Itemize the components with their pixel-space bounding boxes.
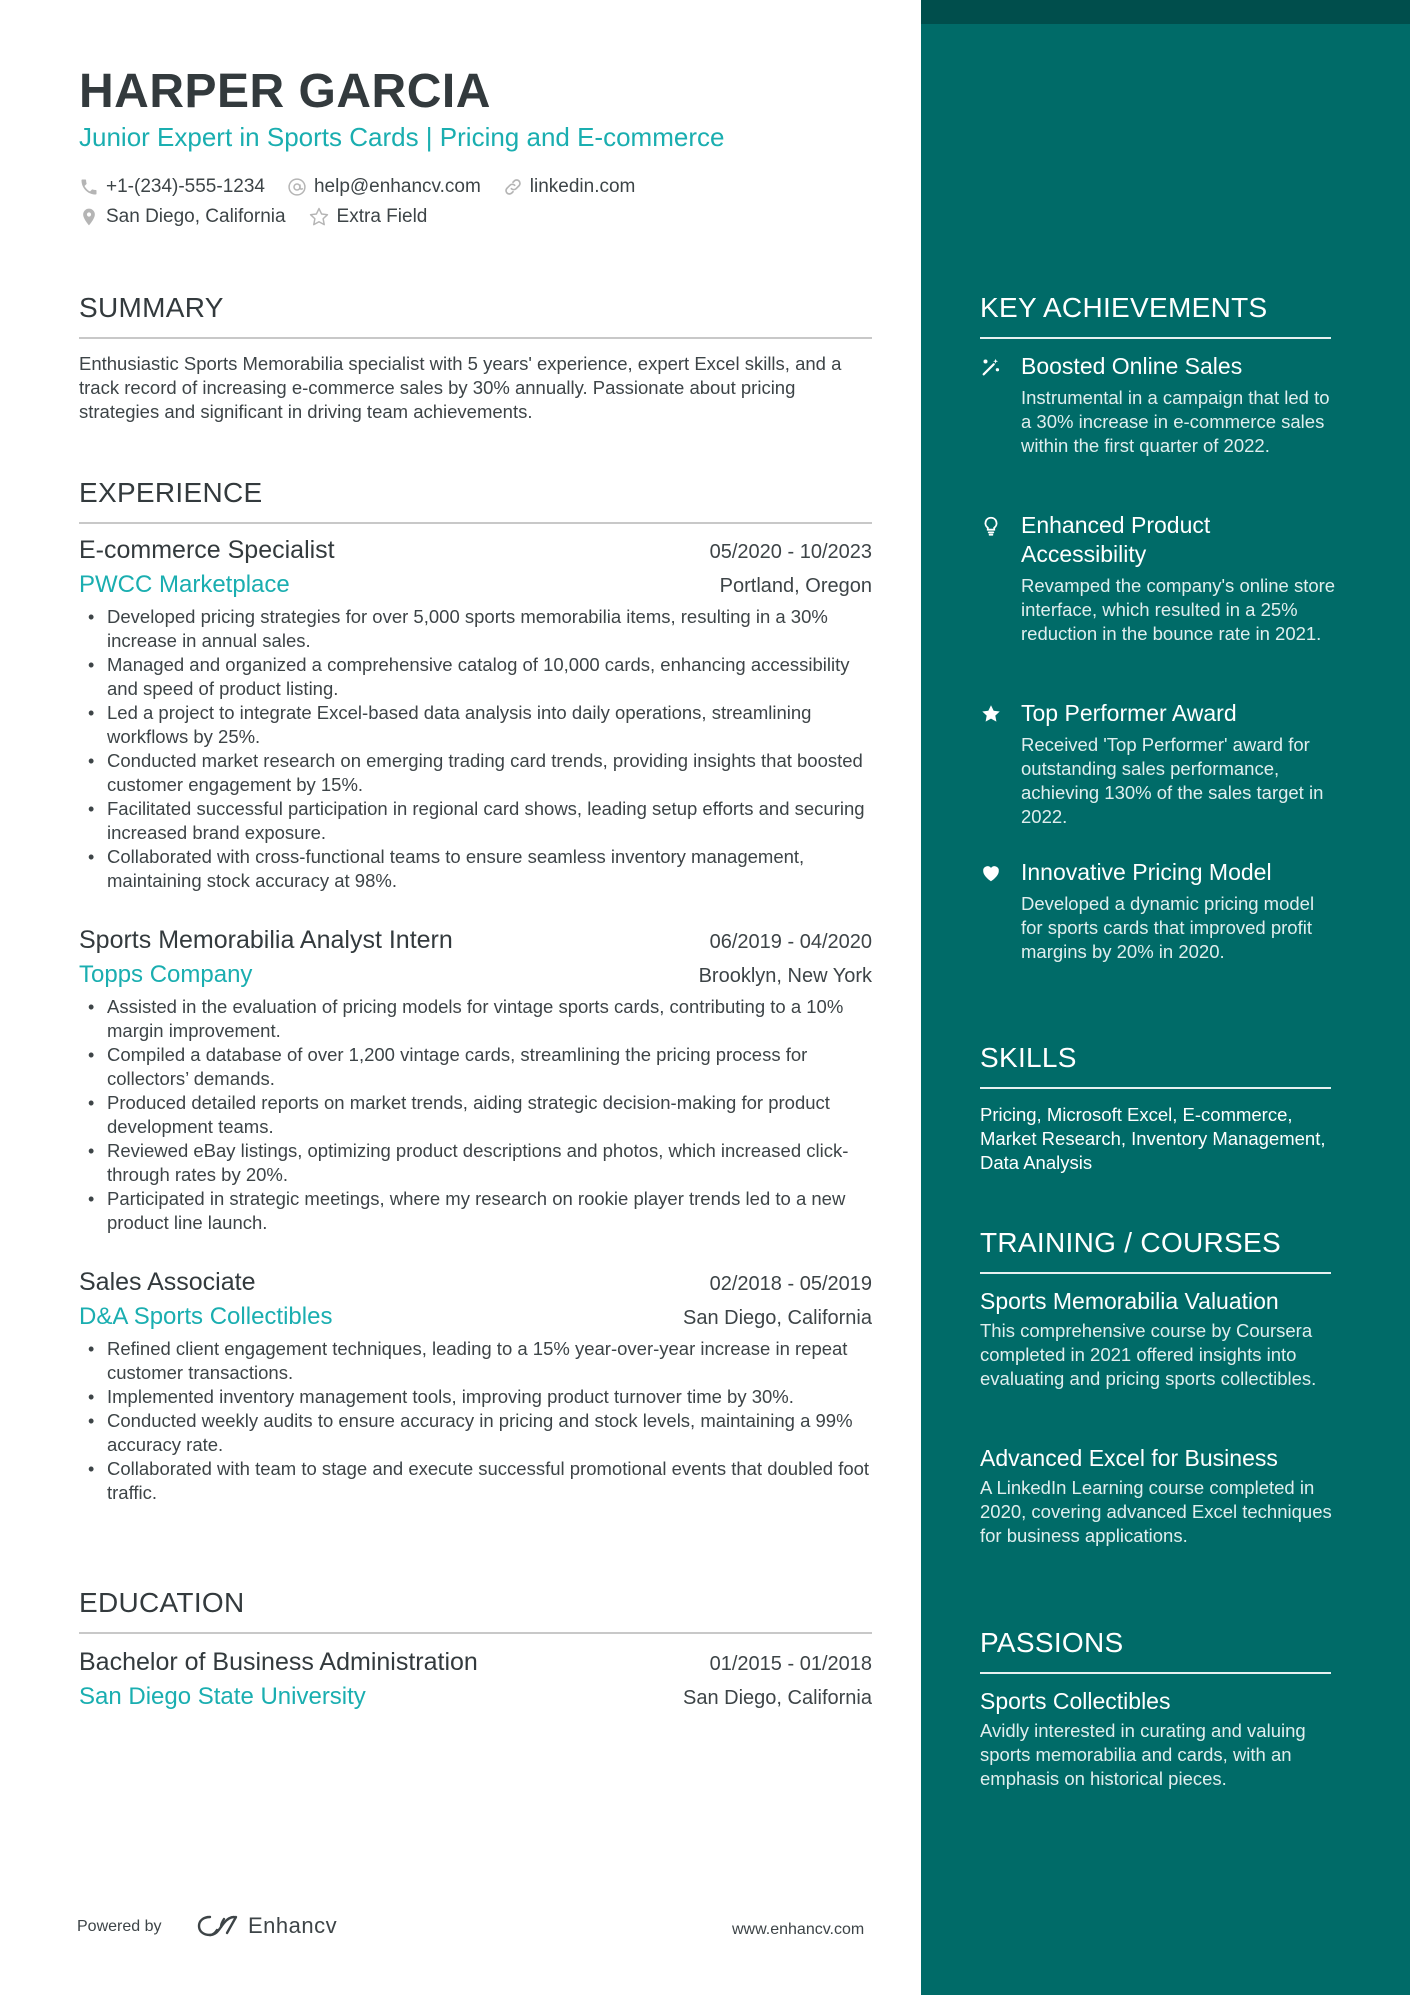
course-title: Advanced Excel for Business [980, 1445, 1278, 1471]
contact-linkedin[interactable] [503, 176, 636, 198]
school-name: San Diego State University [79, 1683, 366, 1710]
achievement-item [980, 858, 1340, 964]
summary-heading: SUMMARY [79, 292, 224, 323]
contact-email[interactable] [287, 176, 481, 198]
bullet-item: • Developed pricing strategies for over 5,000 sports memorabilia items, resulting in a 30% increase in annual sales. [79, 605, 872, 653]
extra-field-text: Extra Field [336, 206, 428, 227]
course-title: Sports Memorabilia Valuation [980, 1288, 1279, 1314]
achievement-description: Revamped the company's online store interface, which resulted in a 25% reduction in the bounce rate in 2021. [1021, 575, 1336, 644]
passion-item [980, 1687, 1340, 1791]
lightbulb-icon [980, 515, 1002, 537]
degree-title: Bachelor of Business Administration [79, 1648, 478, 1676]
job-header-row [79, 926, 872, 955]
job-bullets [79, 995, 872, 1235]
job-company: D&A Sports Collectibles [79, 1303, 333, 1330]
achievement-title: Enhanced Product Accessibility [1021, 512, 1211, 567]
job-bullets [79, 1337, 872, 1505]
course-item [980, 1287, 1340, 1391]
contact-phone[interactable] [79, 176, 265, 198]
job-company: Topps Company [79, 961, 253, 988]
bullet-item: • Compiled a database of over 1,200 vintage cards, streamlining the pricing process for collectors’ demands. [79, 1043, 872, 1091]
job-location: San Diego, California [683, 1307, 872, 1329]
course-item [980, 1444, 1340, 1548]
bullet-item: • Produced detailed reports on market trends, aiding strategic decision-making for product development teams. [79, 1091, 872, 1139]
linkedin-text: linkedin.com [529, 176, 636, 197]
at-icon [287, 177, 307, 197]
skills-list: Pricing, Microsoft Excel, E-commerce, Market Research, Inventory Management, Data Analysis [980, 1104, 1326, 1173]
candidate-name: HARPER GARCIA [79, 65, 491, 118]
bullet-item: • Conducted weekly audits to ensure accuracy in pricing and stock levels, maintaining a 99% accuracy rate. [79, 1409, 872, 1457]
bullet-item: • Led a project to integrate Excel-based data analysis into daily operations, streamlining workflows by 25%. [79, 701, 872, 749]
job-dates: 06/2019 - 04/2020 [709, 931, 872, 953]
bullet-item: • Reviewed eBay listings, optimizing product descriptions and photos, which increased click-through rates by 20%. [79, 1139, 872, 1187]
contact-info [79, 172, 872, 232]
bullet-item: • Implemented inventory management tools, improving product turnover time by 30%. [79, 1385, 872, 1409]
powered-by-label: Powered by [77, 1918, 162, 1935]
education-header-row [79, 1648, 872, 1677]
sidebar-top-band [921, 0, 1410, 24]
passion-description: Avidly interested in curating and valuing sports memorabilia and cards, with an emphasis on historical pieces. [980, 1720, 1306, 1789]
achievement-title: Top Performer Award [1021, 700, 1237, 726]
achievement-title: Boosted Online Sales [1021, 353, 1243, 379]
email-text: help@enhancv.com [313, 176, 481, 197]
achievements-heading: KEY ACHIEVEMENTS [980, 292, 1268, 323]
summary-divider [79, 337, 872, 339]
passion-title: Sports Collectibles [980, 1688, 1171, 1714]
course-description: A LinkedIn Learning course completed in 2020, covering advanced Excel techniques for business applications. [980, 1477, 1332, 1546]
achievement-description: Developed a dynamic pricing model for sports cards that improved profit margins by 20% in 2020. [1021, 893, 1315, 962]
job-dates: 05/2020 - 10/2023 [709, 541, 872, 563]
bullet-item: • Participated in strategic meetings, where my research on rookie player trends led to a new product line launch. [79, 1187, 872, 1235]
achievement-item [980, 699, 1340, 829]
location-text: San Diego, California [106, 206, 286, 227]
training-divider [980, 1272, 1331, 1274]
star-outline-icon [308, 206, 330, 228]
achievement-description: Instrumental in a campaign that led to a 30% increase in e-commerce sales within the first quarter of 2022. [1021, 387, 1330, 456]
job-company-row [79, 1303, 872, 1331]
education-divider [79, 1632, 872, 1634]
contact-row [79, 202, 872, 232]
contact-location [79, 206, 286, 228]
job-company-row [79, 571, 872, 599]
job-header-row [79, 1268, 872, 1297]
experience-entry [79, 926, 872, 1235]
skills-heading: SKILLS [980, 1042, 1077, 1073]
achievement-title: Innovative Pricing Model [1021, 859, 1272, 885]
education-entry [79, 1648, 872, 1711]
phone-text: +1-(234)-555-1234 [106, 176, 265, 197]
candidate-headline: Junior Expert in Sports Cards | Pricing and E-commerce [79, 122, 725, 152]
training-heading: TRAINING / COURSES [980, 1227, 1281, 1258]
contact-row [79, 172, 872, 202]
link-icon [503, 177, 523, 197]
achievement-item [980, 352, 1340, 458]
job-title: E-commerce Specialist [79, 536, 335, 564]
school-location: San Diego, California [683, 1687, 872, 1709]
bullet-item: • Conducted market research on emerging trading card trends, providing insights that boosted customer engagement by 15%. [79, 749, 872, 797]
bullet-item: • Collaborated with cross-functional teams to ensure seamless inventory management, maintaining stock accuracy at 98%. [79, 845, 872, 893]
heart-icon [980, 862, 1002, 884]
star-icon [980, 703, 1002, 725]
job-title: Sports Memorabilia Analyst Intern [79, 926, 453, 954]
job-title: Sales Associate [79, 1268, 256, 1296]
experience-entry [79, 1268, 872, 1505]
passions-heading: PASSIONS [980, 1627, 1124, 1658]
job-company-row [79, 961, 872, 989]
bullet-item: • Facilitated successful participation in regional card shows, leading setup efforts and securing increased brand exposure. [79, 797, 872, 845]
phone-icon [79, 177, 99, 197]
job-company: PWCC Marketplace [79, 571, 290, 598]
passions-divider [980, 1672, 1331, 1674]
enhancv-logo[interactable] [196, 1913, 337, 1939]
job-header-row [79, 536, 872, 565]
experience-entry [79, 536, 872, 893]
bullet-item: • Assisted in the evaluation of pricing models for vintage sports cards, contributing to a 10% margin improvement. [79, 995, 872, 1043]
achievement-description: Received 'Top Performer' award for outstanding sales performance, achieving 130% of the sales target in 2022. [1021, 734, 1324, 827]
achievements-divider [980, 337, 1331, 339]
job-location: Brooklyn, New York [698, 965, 872, 987]
job-bullets [79, 605, 872, 893]
sidebar [921, 0, 1410, 1995]
contact-extra [308, 206, 428, 228]
bullet-item: • Refined client engagement techniques, leading to a 15% year-over-year increase in repeat customer transactions. [79, 1337, 872, 1385]
experience-heading: EXPERIENCE [79, 477, 263, 508]
experience-divider [79, 522, 872, 524]
job-dates: 02/2018 - 05/2019 [709, 1273, 872, 1295]
course-description: This comprehensive course by Coursera completed in 2021 offered insights into evaluating and pricing sports collectibles. [980, 1320, 1317, 1389]
wand-icon [980, 356, 1002, 378]
education-dates: 01/2015 - 01/2018 [709, 1653, 872, 1675]
location-pin-icon [79, 207, 99, 227]
summary-text: Enthusiastic Sports Memorabilia specialist with 5 years' experience, expert Excel skills, and a track record of increasing e-commerce sales by 30% annually. Passionate about pricing strategies and significant in driving team achievements. [79, 353, 842, 422]
enhancv-logo-icon [196, 1913, 240, 1939]
bullet-item: • Managed and organized a comprehensive catalog of 10,000 cards, enhancing accessibility and speed of product listing. [79, 653, 872, 701]
skills-divider [980, 1087, 1331, 1089]
enhancv-brand-text: Enhancv [248, 1913, 338, 1938]
bullet-item: • Collaborated with team to stage and execute successful promotional events that doubled foot traffic. [79, 1457, 872, 1505]
job-location: Portland, Oregon [719, 575, 872, 597]
education-school-row [79, 1683, 872, 1711]
education-heading: EDUCATION [79, 1587, 245, 1618]
achievement-item [980, 511, 1340, 646]
footer-url[interactable]: www.enhancv.com [732, 1921, 865, 1938]
